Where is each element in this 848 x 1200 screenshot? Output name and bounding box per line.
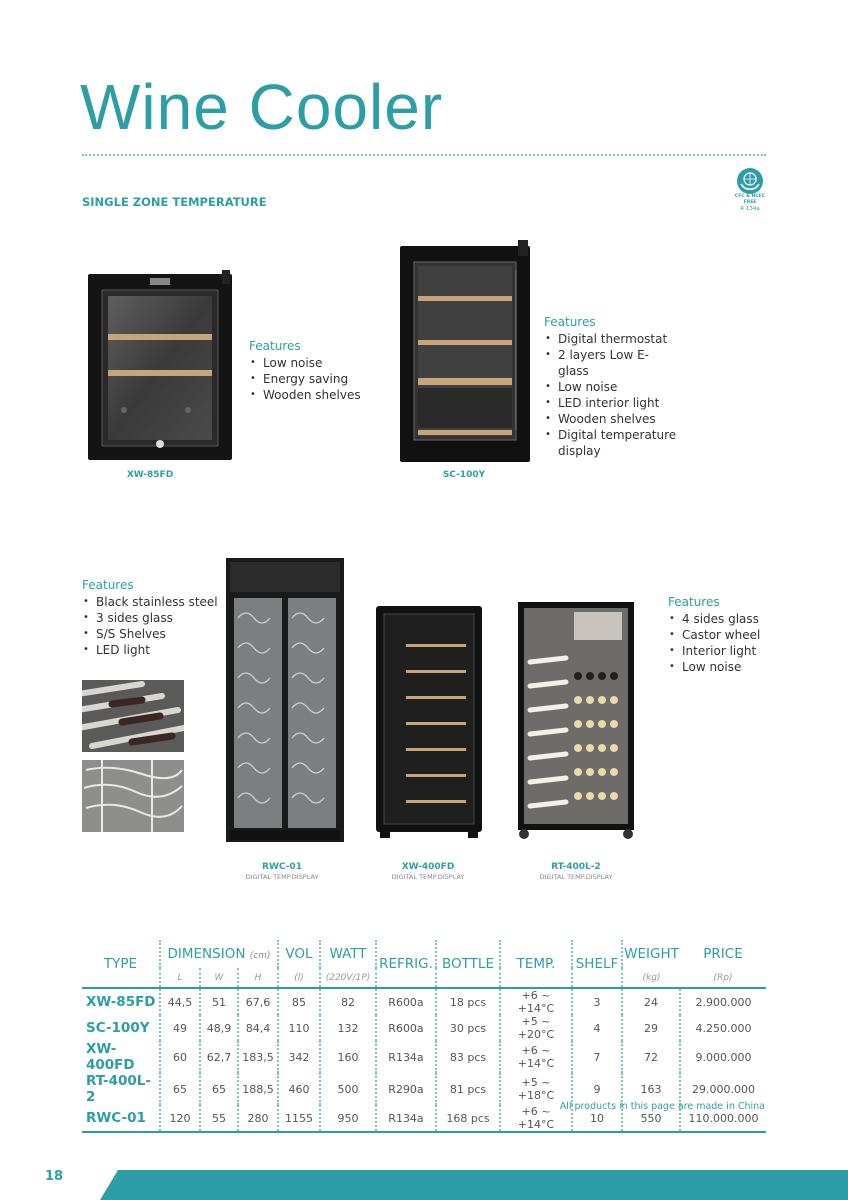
sc-100y-product-image (400, 240, 530, 462)
cell-l: 60 (160, 1041, 200, 1073)
cell-l: 49 (160, 1015, 200, 1041)
product-model-label: XW-400FD (401, 862, 455, 872)
col-header-dimension (160, 940, 278, 968)
cell-price: 9.000.000 (680, 1041, 766, 1073)
cell-w: 65 (200, 1073, 238, 1105)
cell-weight: 72 (622, 1041, 680, 1073)
cell-type: XW-85FD (82, 988, 160, 1015)
rwc-01-product-image (226, 558, 344, 842)
cell-refrig: R134a (376, 1105, 436, 1132)
feature-item: • 3 sides glass (82, 610, 218, 626)
feature-item: • Black stainless steel (82, 594, 218, 610)
feature-item: • LED light (82, 642, 218, 658)
feature-item: • Low noise (668, 659, 760, 675)
cell-price: 4.250.000 (680, 1015, 766, 1041)
footer-band (100, 1170, 848, 1200)
cell-type: RT-400L-2 (86, 1073, 152, 1105)
cell-watt: 500 (320, 1073, 376, 1105)
cell-shelf: 4 (572, 1015, 622, 1041)
product-model-label: SC-100Y (442, 470, 486, 480)
product-model-label: RT-400L-2 (551, 862, 601, 872)
cell-watt: 950 (320, 1105, 376, 1132)
feature-item: • Castor wheel (668, 627, 760, 643)
cell-l: 65 (160, 1073, 200, 1105)
title-divider (82, 154, 766, 156)
cell-h: 84,4 (238, 1015, 278, 1041)
feature-item: • Low noise (249, 355, 361, 371)
product-model-label: XW-85FD (126, 470, 174, 480)
features-title: Features (82, 578, 134, 592)
cell-vol: 85 (278, 988, 320, 1015)
cell-bottle: 81 pcs (436, 1073, 500, 1105)
cell-h: 188,5 (238, 1073, 278, 1105)
features-title: Features (668, 595, 720, 609)
feature-item: • Low noise (544, 379, 679, 395)
feature-item: • LED interior light (544, 395, 679, 411)
cell-weight: 163 (622, 1073, 680, 1105)
cell-type: XW-400FD (86, 1041, 135, 1073)
features-rt-400l-2 (668, 594, 760, 675)
cell-w: 51 (200, 988, 238, 1015)
feature-item: • 2 layers Low E-glass (544, 347, 679, 379)
subheader-price: (Rp) (713, 972, 733, 983)
cell-vol: 342 (278, 1041, 320, 1073)
cell-h: 280 (238, 1105, 278, 1132)
xw-85fd-product-image (88, 270, 232, 460)
cell-h: 183,5 (238, 1041, 278, 1073)
cell-temp: +6 ~ +14°C (500, 1105, 572, 1132)
cell-watt: 160 (320, 1041, 376, 1073)
badge-line-1: CFC & HCFC (734, 194, 766, 199)
col-header-temp: TEMP. (500, 940, 572, 988)
cell-shelf: 7 (572, 1041, 622, 1073)
cell-w: 48,9 (200, 1015, 238, 1041)
dimension-unit: (cm) (249, 951, 271, 961)
cell-temp: +6 ~ +14°C (500, 988, 572, 1015)
subheader-watt: (220V/1P) (320, 968, 376, 988)
feature-item: • Digital thermostat (544, 331, 679, 347)
cell-bottle: 168 pcs (436, 1105, 500, 1132)
col-header-bottle: BOTTLE (436, 940, 500, 988)
cell-refrig: R290a (376, 1073, 436, 1105)
rt-400l-2-product-image (518, 602, 634, 840)
cell-w: 62,7 (200, 1041, 238, 1073)
cell-vol: 110 (278, 1015, 320, 1041)
cell-weight: 29 (622, 1015, 680, 1041)
subheader-l: L (160, 968, 200, 988)
features-xw-85fd (249, 338, 361, 403)
cell-type: SC-100Y (86, 1020, 150, 1036)
cell-l: 44,5 (160, 988, 200, 1015)
cell-bottle: 83 pcs (436, 1041, 500, 1073)
page-number: 18 (45, 1169, 64, 1184)
cell-vol: 1155 (278, 1105, 320, 1132)
col-header-watt: WATT (320, 940, 376, 968)
xw-400fd-product-image (376, 606, 482, 838)
product-subcaption: DIGITAL TEMP.DISPLAY (391, 873, 465, 881)
feature-item: • Energy saving (249, 371, 361, 387)
section-heading: SINGLE ZONE TEMPERATURE (82, 195, 267, 209)
cell-type: RWC-01 (82, 1105, 160, 1132)
col-header-weight: WEIGHT (622, 940, 680, 968)
col-header-type: TYPE (103, 955, 138, 972)
subheader-h: H (238, 968, 278, 988)
cell-bottle: 18 pcs (436, 988, 500, 1015)
features-title: Features (249, 339, 301, 353)
badge-line-3: R 134a (740, 206, 760, 212)
cell-shelf: 9 (572, 1073, 622, 1105)
cell-shelf: 3 (572, 988, 622, 1015)
cell-price: 110.000.000 (680, 1105, 766, 1132)
origin-footnote: All products in this page are made in China (559, 1101, 765, 1112)
cell-l: 120 (160, 1105, 200, 1132)
features-rwc-01 (82, 577, 218, 658)
feature-item: • Digital temperature display (544, 427, 679, 459)
feature-item: • Interior light (668, 643, 760, 659)
table-row (82, 1015, 766, 1041)
table-row (82, 988, 766, 1015)
col-header-price: PRICE (703, 946, 743, 962)
feature-item: • S/S Shelves (82, 626, 218, 642)
cell-refrig: R600a (376, 1015, 436, 1041)
cell-weight: 550 (622, 1105, 680, 1132)
badge-line-2: FREE (743, 200, 757, 205)
product-subcaption: DIGITAL TEMP.DISPLAY (539, 873, 613, 881)
rwc-01-detail-photo-rack (82, 760, 184, 832)
cell-weight: 24 (622, 988, 680, 1015)
cfc-free-badge (730, 168, 770, 216)
cell-shelf: 10 (572, 1105, 622, 1132)
col-header-refrig: REFRIG. (376, 940, 436, 988)
hands-globe-icon (737, 168, 763, 194)
cell-bottle: 30 pcs (436, 1015, 500, 1041)
cell-watt: 132 (320, 1015, 376, 1041)
product-model-label: RWC-01 (262, 862, 302, 872)
cell-temp: +5 ~ +18°C (500, 1073, 572, 1105)
features-sc-100y (544, 314, 679, 459)
cell-temp: +6 ~ +14°C (500, 1041, 572, 1073)
cell-vol: 460 (278, 1073, 320, 1105)
cell-temp: +5 ~ +20°C (500, 1015, 572, 1041)
subheader-vol: (l) (278, 968, 320, 988)
cell-refrig: R600a (376, 988, 436, 1015)
cell-price: 2.900.000 (680, 988, 766, 1015)
rwc-01-detail-photo-bottles (82, 680, 184, 752)
feature-item: • Wooden shelves (544, 411, 679, 427)
subheader-w: W (200, 968, 238, 988)
features-title: Features (544, 315, 596, 329)
col-header-vol: VOL (278, 940, 320, 968)
cell-w: 55 (200, 1105, 238, 1132)
cell-watt: 82 (320, 988, 376, 1015)
cell-price: 29.000.000 (680, 1073, 766, 1105)
feature-item: • 4 sides glass (668, 611, 760, 627)
cell-h: 67,6 (238, 988, 278, 1015)
table-row (82, 1041, 766, 1073)
page-title: Wine Cooler (80, 71, 444, 143)
cell-refrig: R134a (376, 1041, 436, 1073)
dimension-label: DIMENSION (167, 946, 246, 962)
product-subcaption: DIGITAL TEMP.DISPLAY (245, 873, 319, 881)
subheader-weight: (kg) (622, 968, 680, 988)
feature-item: • Wooden shelves (249, 387, 361, 403)
col-header-shelf: SHELF (572, 940, 622, 988)
